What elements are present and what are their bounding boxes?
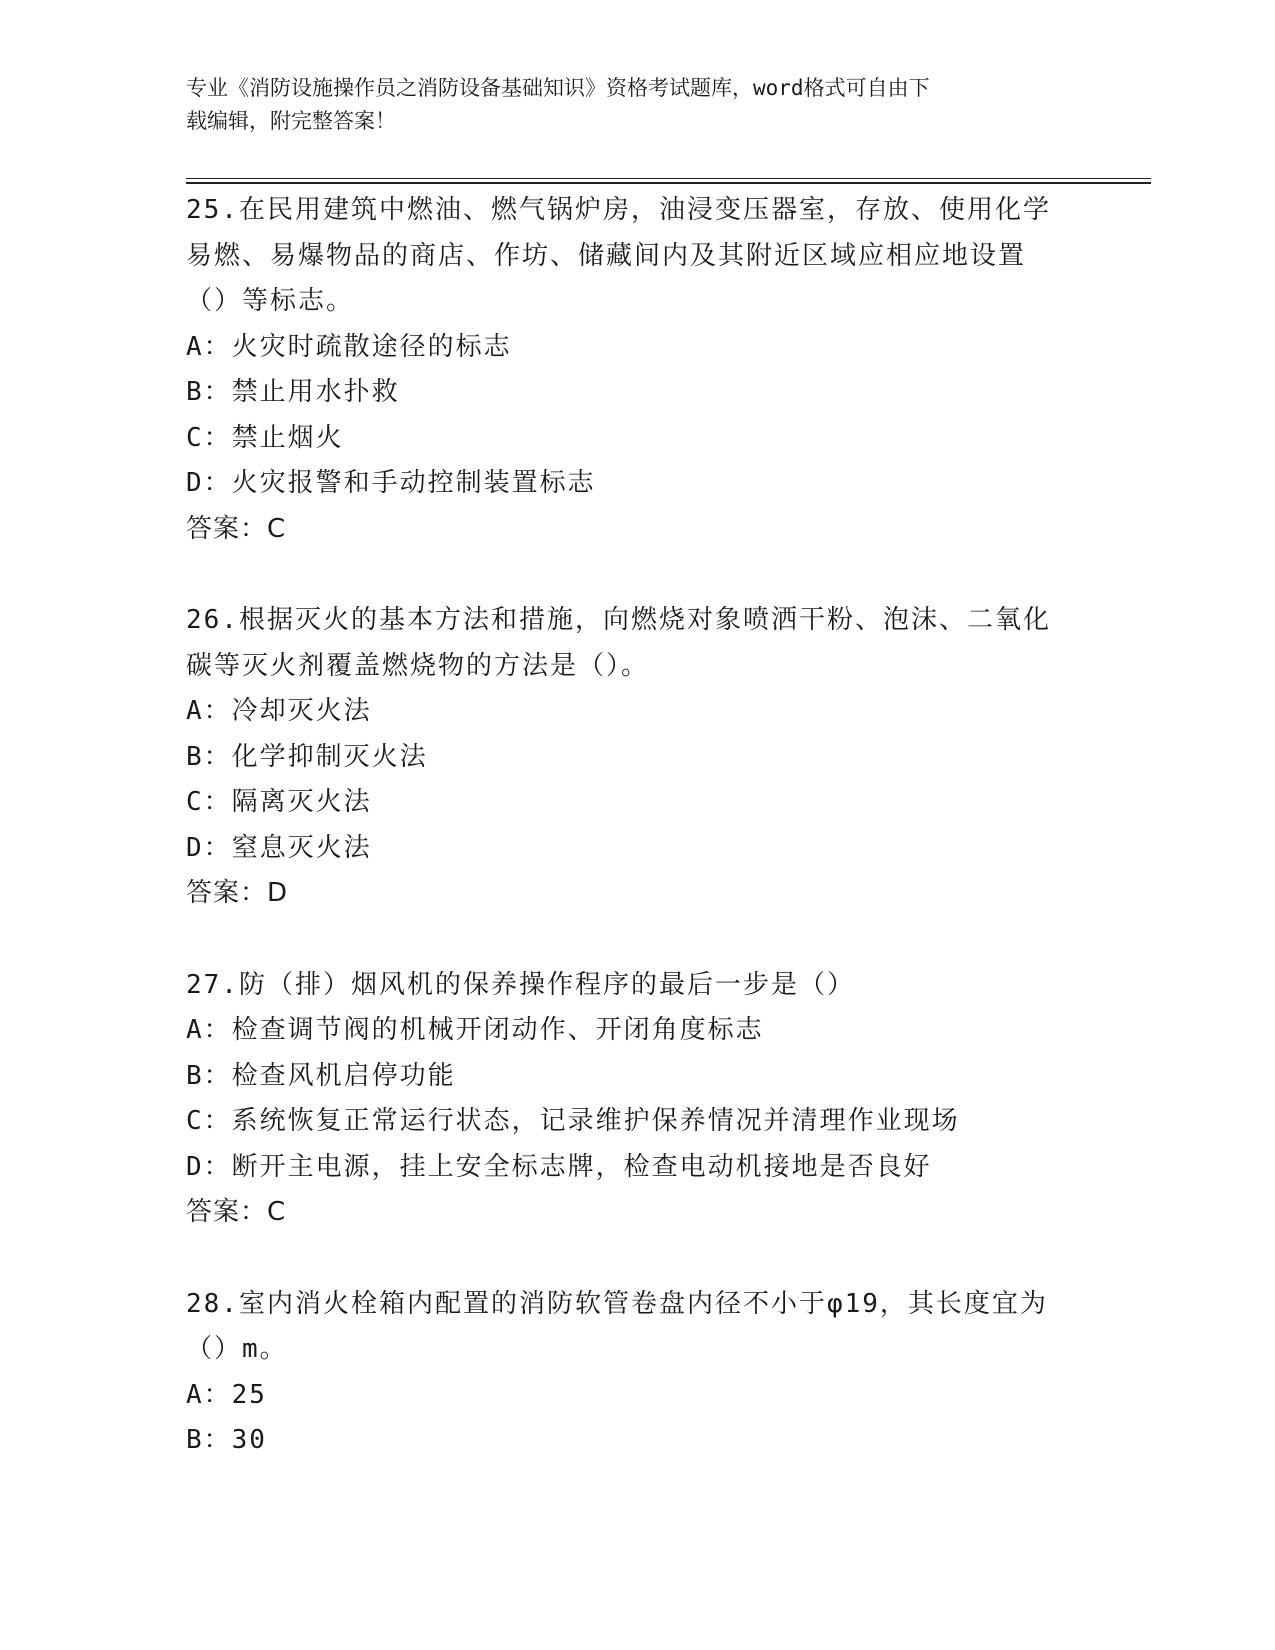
header-line-1: 专业《消防设施操作员之消防设备基础知识》资格考试题库，word格式可自由下 [186, 76, 930, 100]
option-c: C：禁止烟火 [186, 422, 344, 453]
option-b: B：30 [186, 1425, 267, 1455]
option-d: D：窒息灭火法 [186, 832, 372, 863]
answer-line: 答案：D [186, 878, 289, 908]
question-stem-line: 27.防（排）烟风机的保养操作程序的最后一步是（） [186, 969, 855, 1000]
question-27 [186, 963, 1086, 1236]
header-divider-thin [186, 178, 1151, 179]
question-stem-line: 易燃、易爆物品的商店、作坊、储藏间内及其附近区域应相应地设置 [186, 240, 1027, 271]
question-stem-line: 25.在民用建筑中燃油、燃气锅炉房，油浸变压器室，存放、使用化学 [186, 195, 1051, 225]
option-a: A：25 [186, 1379, 267, 1410]
question-list [186, 188, 1086, 1464]
answer-line: 答案：C [186, 513, 287, 544]
option-c: C：隔离灭火法 [186, 787, 372, 817]
option-a: A：火灾时疏散途径的标志 [186, 331, 512, 362]
option-d: D：火灾报警和手动控制装置标志 [186, 468, 596, 498]
option-a: A：冷却灭火法 [186, 696, 372, 726]
document-header [186, 72, 1066, 138]
option-b: B：检查风机启停功能 [186, 1060, 456, 1091]
option-c: C：系统恢复正常运行状态，记录维护保养情况并清理作业现场 [186, 1106, 960, 1136]
question-stem-line: 28.室内消火栓箱内配置的消防软管卷盘内径不小于φ19，其长度宜为 [186, 1288, 1048, 1319]
question-25 [186, 188, 1086, 552]
option-d: D：断开主电源，挂上安全标志牌，检查电动机接地是否良好 [186, 1151, 932, 1182]
option-b: B：禁止用水扑救 [186, 377, 400, 407]
question-stem-line: （）m。 [186, 1334, 288, 1364]
header-divider-thick [186, 182, 1151, 184]
question-26 [186, 598, 1086, 917]
option-b: B：化学抑制灭火法 [186, 741, 428, 772]
header-line-2: 载编辑，附完整答案！ [186, 109, 396, 133]
question-stem-line: 碳等灭火剂覆盖燃烧物的方法是（）。 [186, 650, 650, 681]
answer-line: 答案：C [186, 1197, 287, 1227]
question-28 [186, 1282, 1086, 1464]
question-stem-line: 26.根据灭火的基本方法和措施，向燃烧对象喷洒干粉、泡沫、二氧化 [186, 605, 1051, 635]
option-a: A：检查调节阀的机械开闭动作、开闭角度标志 [186, 1015, 764, 1045]
question-stem-line: （）等标志。 [186, 286, 355, 316]
